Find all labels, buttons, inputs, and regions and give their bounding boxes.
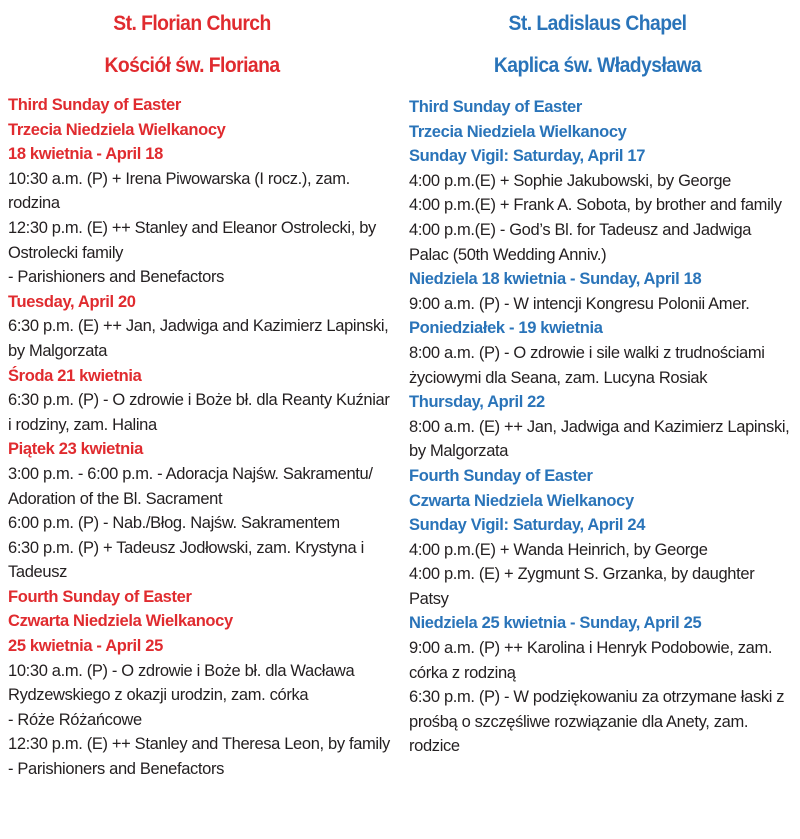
schedule-heading: Third Sunday of Easter: [409, 98, 582, 116]
chapel-title-english: St. Ladislaus Chapel: [508, 12, 687, 35]
mass-intention: 6:30 p.m. (E) ++ Jan, Jadwiga and Kazimierz Lapinski, by Malgorzata: [8, 317, 389, 360]
st-florian-schedule: [8, 93, 390, 782]
schedule-heading: Trzecia Niedziela Wielkanocy: [8, 120, 226, 139]
schedule-heading: Niedziela 18 kwietnia - Sunday, April 18: [409, 270, 702, 289]
schedule-heading: Niedziela 25 kwietnia - Sunday, April 25: [409, 614, 702, 633]
mass-intention: 4:00 p.m.(E) + Wanda Heinrich, by George: [409, 540, 708, 559]
schedule-heading: Piątek 23 kwietnia: [8, 440, 143, 459]
mass-intention: 12:30 p.m. (E) ++ Stanley and Eleanor Ostrolecki, by Ostrolecki family: [8, 218, 376, 262]
mass-intention: 8:00 a.m. (E) ++ Jan, Jadwiga and Kazimierz Lapinski, by Malgorzata: [409, 417, 790, 461]
schedule-heading: Trzecia Niedziela Wielkanocy: [409, 122, 627, 141]
mass-intention: 6:30 p.m. (P) - O zdrowie i Boże bł. dla Reanty Kuźniar i rodziny, zam. Halina: [8, 391, 390, 434]
schedule-heading: Czwarta Niedziela Wielkanocy: [8, 612, 233, 631]
mass-intention: - Parishioners and Benefactors: [8, 268, 225, 287]
mass-intention: 9:00 a.m. (P) - W intencji Kongresu Polonii Amer.: [409, 294, 750, 313]
mass-intention: 4:00 p.m.(E) + Frank A. Sobota, by brother and family: [409, 196, 782, 215]
mass-intention: 10:30 a.m. (P) - O zdrowie i Boże bł. dla Wacława Rydzewskiego z okazji urodzin, zam. córka: [8, 661, 355, 705]
schedule-heading: Środa 21 kwietnia: [8, 366, 142, 385]
st-ladislaus-schedule: [409, 95, 794, 759]
chapel-title-polish: Kaplica św. Władysława: [493, 54, 702, 77]
mass-intention: 6:30 p.m. (P) - W podziękowaniu za otrzymane łaski z prośbą o szczęśliwe rozwiązanie dla Anety, zam. rodzice: [409, 688, 785, 756]
church-title-polish: Kościół św. Floriana: [104, 54, 280, 77]
mass-intention: 9:00 a.m. (P) ++ Karolina i Henryk Podobowie, zam. córka z rodziną: [409, 639, 773, 682]
mass-intention: 12:30 p.m. (E) ++ Stanley and Theresa Leon, by family: [8, 735, 390, 754]
schedule-heading: Tuesday, April 20: [8, 292, 136, 311]
mass-intention: 3:00 p.m. - 6:00 p.m. - Adoracja Najśw. Sakramentu/ Adoration of the Bl. Sacrament: [8, 464, 373, 508]
schedule-heading: Third Sunday of Easter: [8, 96, 181, 114]
schedule-heading: Sunday Vigil: Saturday, April 17: [409, 147, 646, 166]
church-title-english: St. Florian Church: [113, 12, 271, 35]
mass-intention: 6:00 p.m. (P) - Nab./Błog. Najśw. Sakramentem: [8, 514, 340, 533]
schedule-heading: Thursday, April 22: [409, 393, 545, 412]
schedule-heading: Fourth Sunday of Easter: [409, 466, 593, 485]
schedule-heading: Poniedziałek - 19 kwietnia: [409, 319, 603, 338]
mass-intention: 10:30 a.m. (P) + Irena Piwowarska (I rocz.), zam. rodzina: [8, 169, 350, 213]
schedule-heading: Fourth Sunday of Easter: [8, 587, 192, 606]
schedule-heading: 25 kwietnia - April 25: [8, 637, 163, 656]
mass-intention: 8:00 a.m. (P) - O zdrowie i sile walki z trudnościami życiowymi dla Seana, zam. Lucyna Rosiak: [409, 343, 765, 387]
schedule-heading: Czwarta Niedziela Wielkanocy: [409, 491, 634, 510]
mass-intention: 4:00 p.m.(E) - God’s Bl. for Tadeusz and Jadwiga Palac (50th Wedding Anniv.): [409, 220, 752, 264]
schedule-heading: Sunday Vigil: Saturday, April 24: [409, 516, 646, 535]
mass-intention: 6:30 p.m. (P) + Tadeusz Jodłowski, zam. Krystyna i Tadeusz: [8, 538, 364, 582]
schedule-heading: 18 kwietnia - April 18: [8, 145, 163, 164]
mass-intention: 4:00 p.m.(E) + Sophie Jakubowski, by George: [409, 171, 731, 190]
mass-intention: - Parishioners and Benefactors: [8, 760, 225, 779]
mass-intention: 4:00 p.m. (E) + Zygmunt S. Grzanka, by daughter Patsy: [409, 565, 755, 608]
mass-intention: - Róże Różańcowe: [8, 710, 142, 729]
